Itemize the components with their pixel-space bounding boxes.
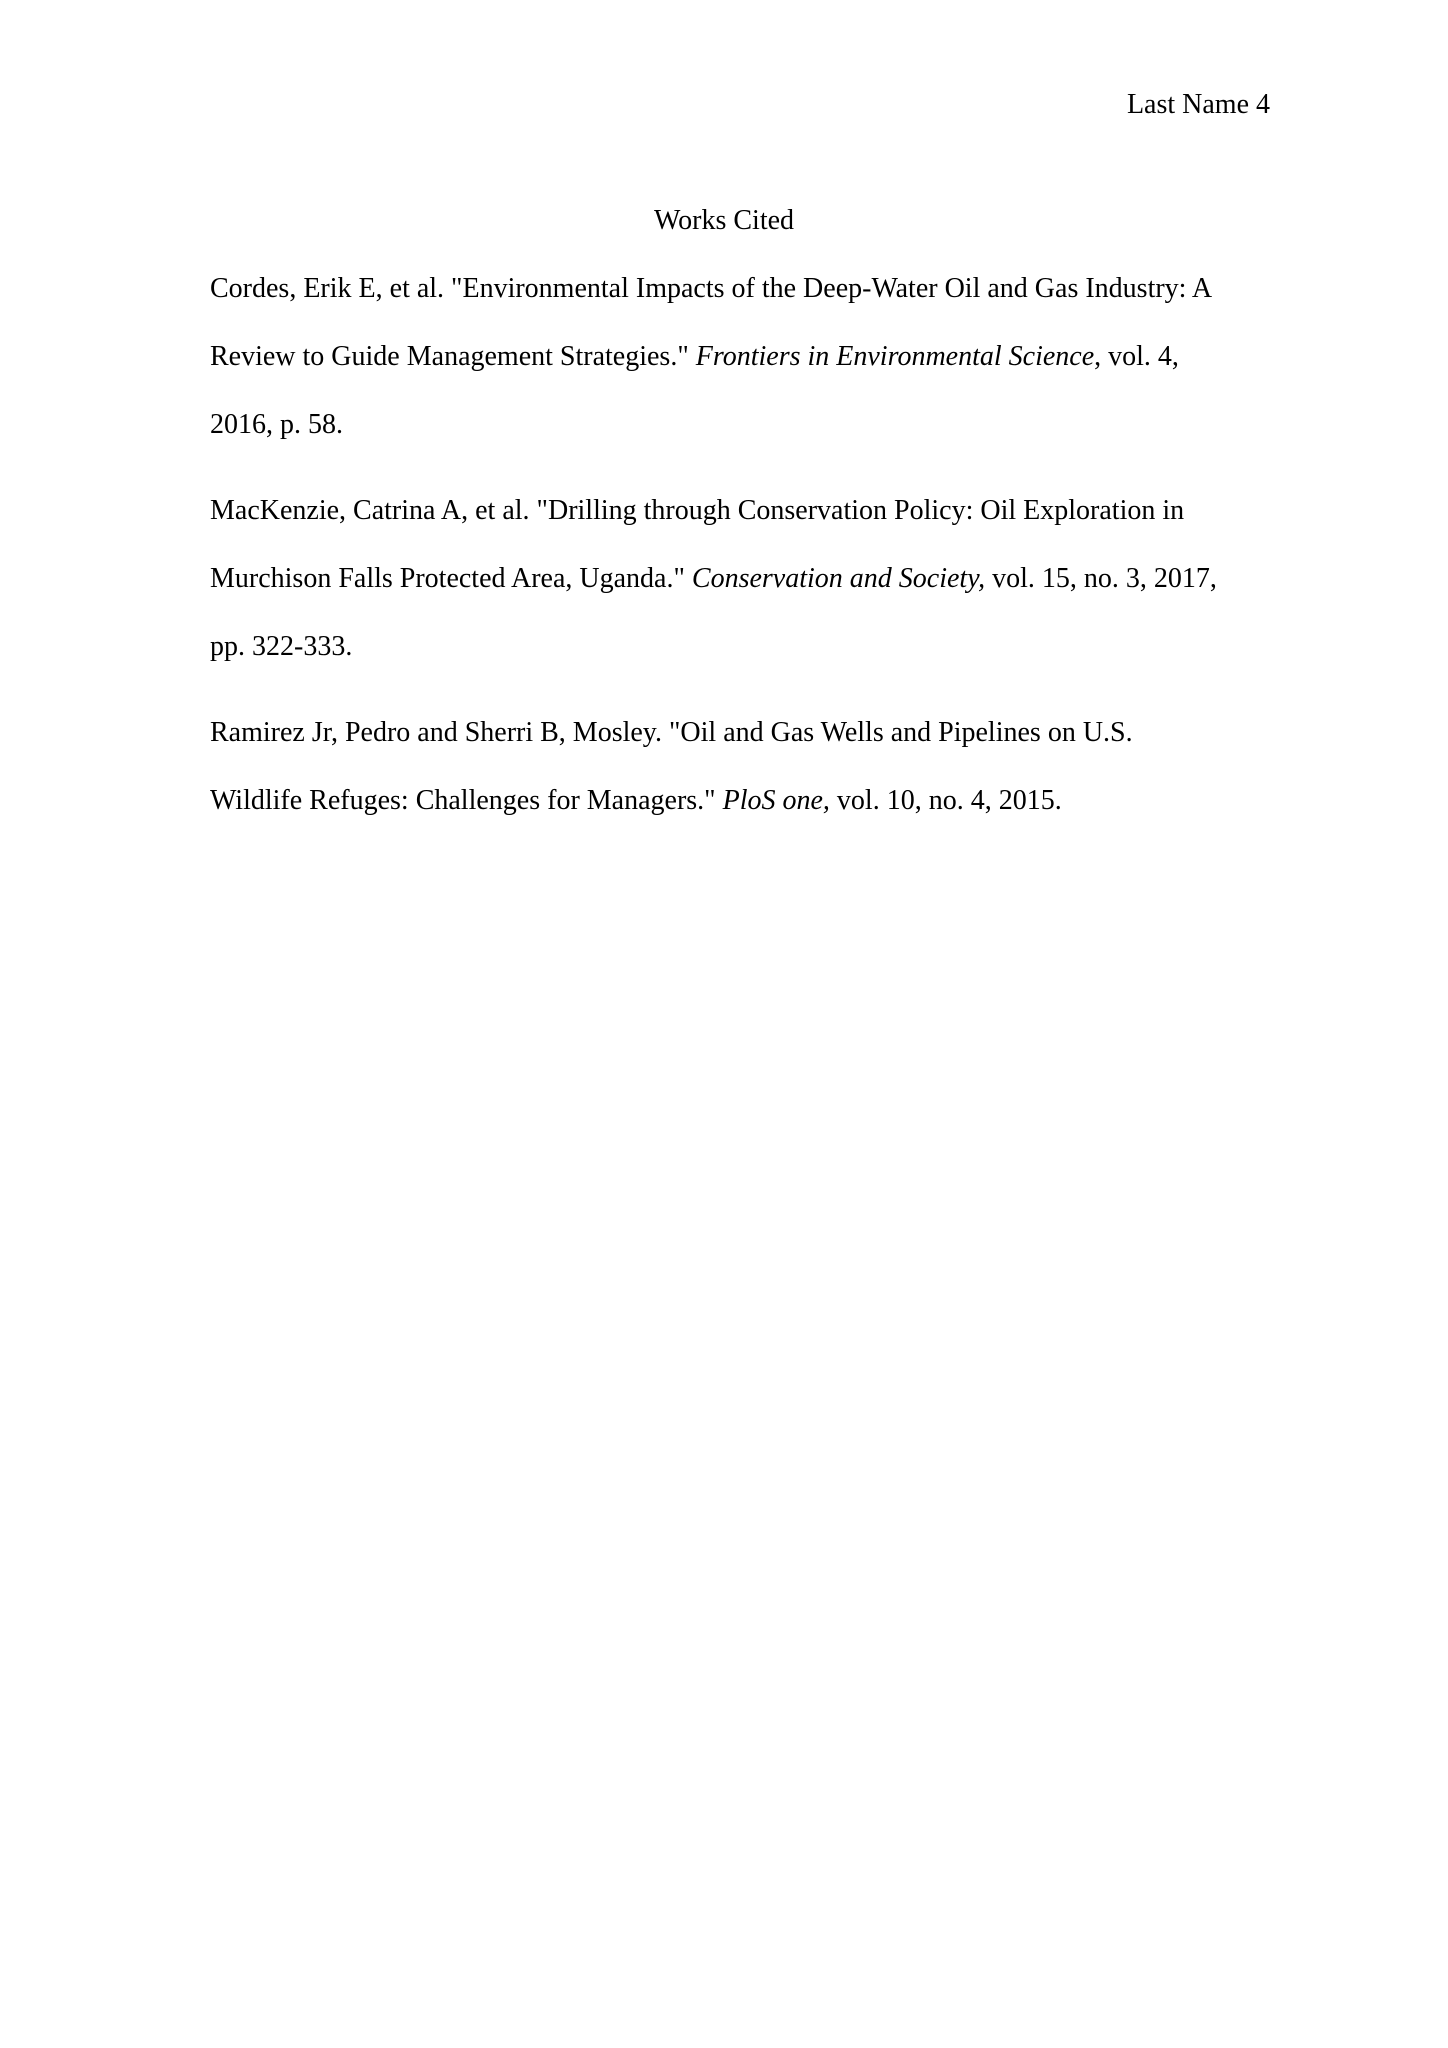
citation-line: 2016, p. 58. (210, 409, 343, 440)
journal-title: Conservation and Society, (691, 563, 986, 594)
page-header: Last Name 4 (1126, 89, 1270, 120)
citation-line: Ramirez Jr, Pedro and Sherri B, Mosley. "Oil and Gas Wells and Pipelines on U.S. (210, 717, 1133, 748)
journal-title: Frontiers in Environmental Science (695, 341, 1095, 372)
citation-text: vol. 15, no. 3, 2017, (985, 563, 1217, 594)
citation-line (210, 545, 1290, 613)
citation-entry (210, 255, 1290, 459)
citation-text: , vol. 4, (1094, 341, 1179, 372)
citation-entry (210, 699, 1290, 835)
citation-line: pp. 322-333. (210, 631, 353, 662)
citation-line (210, 767, 1290, 835)
citation-line: Cordes, Erik E, et al. "Environmental Impacts of the Deep-Water Oil and Gas Industry: A (210, 273, 1213, 304)
citation-line: MacKenzie, Catrina A, et al. "Drilling through Conservation Policy: Oil Exploration in (210, 495, 1185, 526)
citation-entry (210, 477, 1290, 681)
citation-text: Review to Guide Management Strategies." (210, 341, 696, 372)
citation-line (210, 323, 1290, 391)
journal-title: PloS one, (722, 785, 830, 816)
page-title: Works Cited (653, 205, 795, 236)
citation-text: Murchison Falls Protected Area, Uganda." (210, 563, 692, 594)
citation-text: Wildlife Refuges: Challenges for Managers." (210, 785, 723, 816)
citation-text: vol. 10, no. 4, 2015. (829, 785, 1062, 816)
